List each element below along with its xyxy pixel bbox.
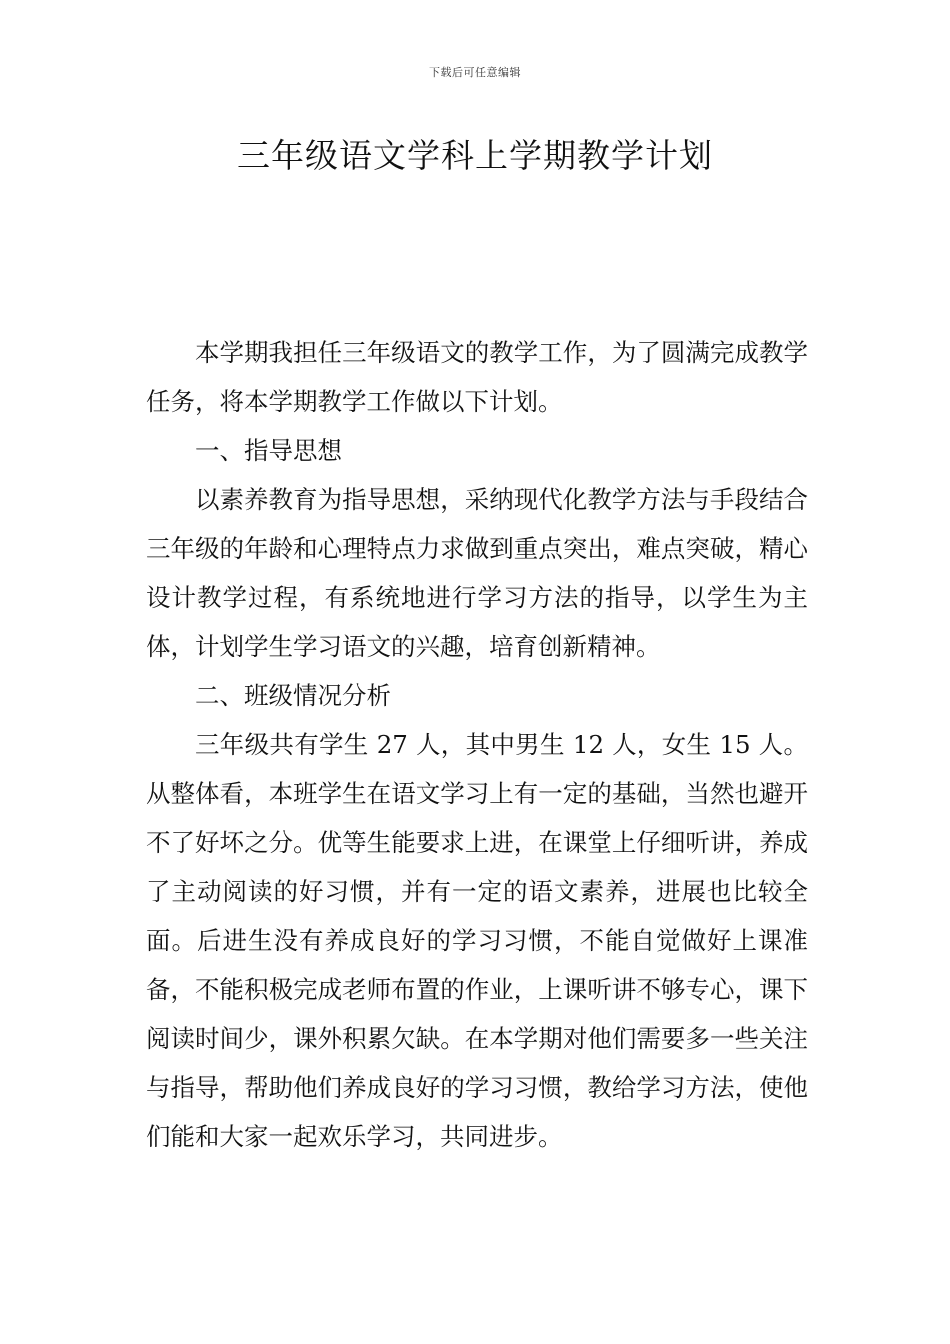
intro-paragraph: 本学期我担任三年级语文的教学工作，为了圆满完成教学任务，将本学期教学工作做以下计划。: [146, 338, 808, 416]
header-note: 下载后可任意编辑: [429, 66, 521, 79]
document-title: 三年级语文学科上学期教学计划: [237, 136, 713, 175]
document-body: [146, 328, 808, 1161]
section-body-guiding-ideology: 以素养教育为指导思想，采纳现代化教学方法与手段结合三年级的年龄和心理特点力求做到重点突出，难点突破，精心设计教学过程，有系统地进行学习方法的指导，以学生为主体，计划学生学习语文的兴趣，培育创新精神。: [146, 485, 808, 661]
section-heading-class-analysis: 二、班级情况分析: [195, 681, 391, 710]
section-body-class-analysis: 三年级共有学生 27 人，其中男生 12 人，女生 15 人。从整体看，本班学生在语文学习上有一定的基础，当然也避开不了好坏之分。优等生能要求上进，在课堂上仔细听讲，养成了主动阅读的好习惯，并有一定的语文素养，进展也比较全面。后进生没有养成良好的学习习惯，不能自觉做好上课准备，不能积极完成老师布置的作业，上课听讲不够专心，课下阅读时间少，课外积累欠缺。在本学期对他们需要多一些关注与指导，帮助他们养成良好的学习习惯，教给学习方法，使他们能和大家一起欢乐学习，共同进步。: [146, 730, 808, 1151]
section-heading-guiding-ideology: 一、指导思想: [195, 436, 342, 465]
